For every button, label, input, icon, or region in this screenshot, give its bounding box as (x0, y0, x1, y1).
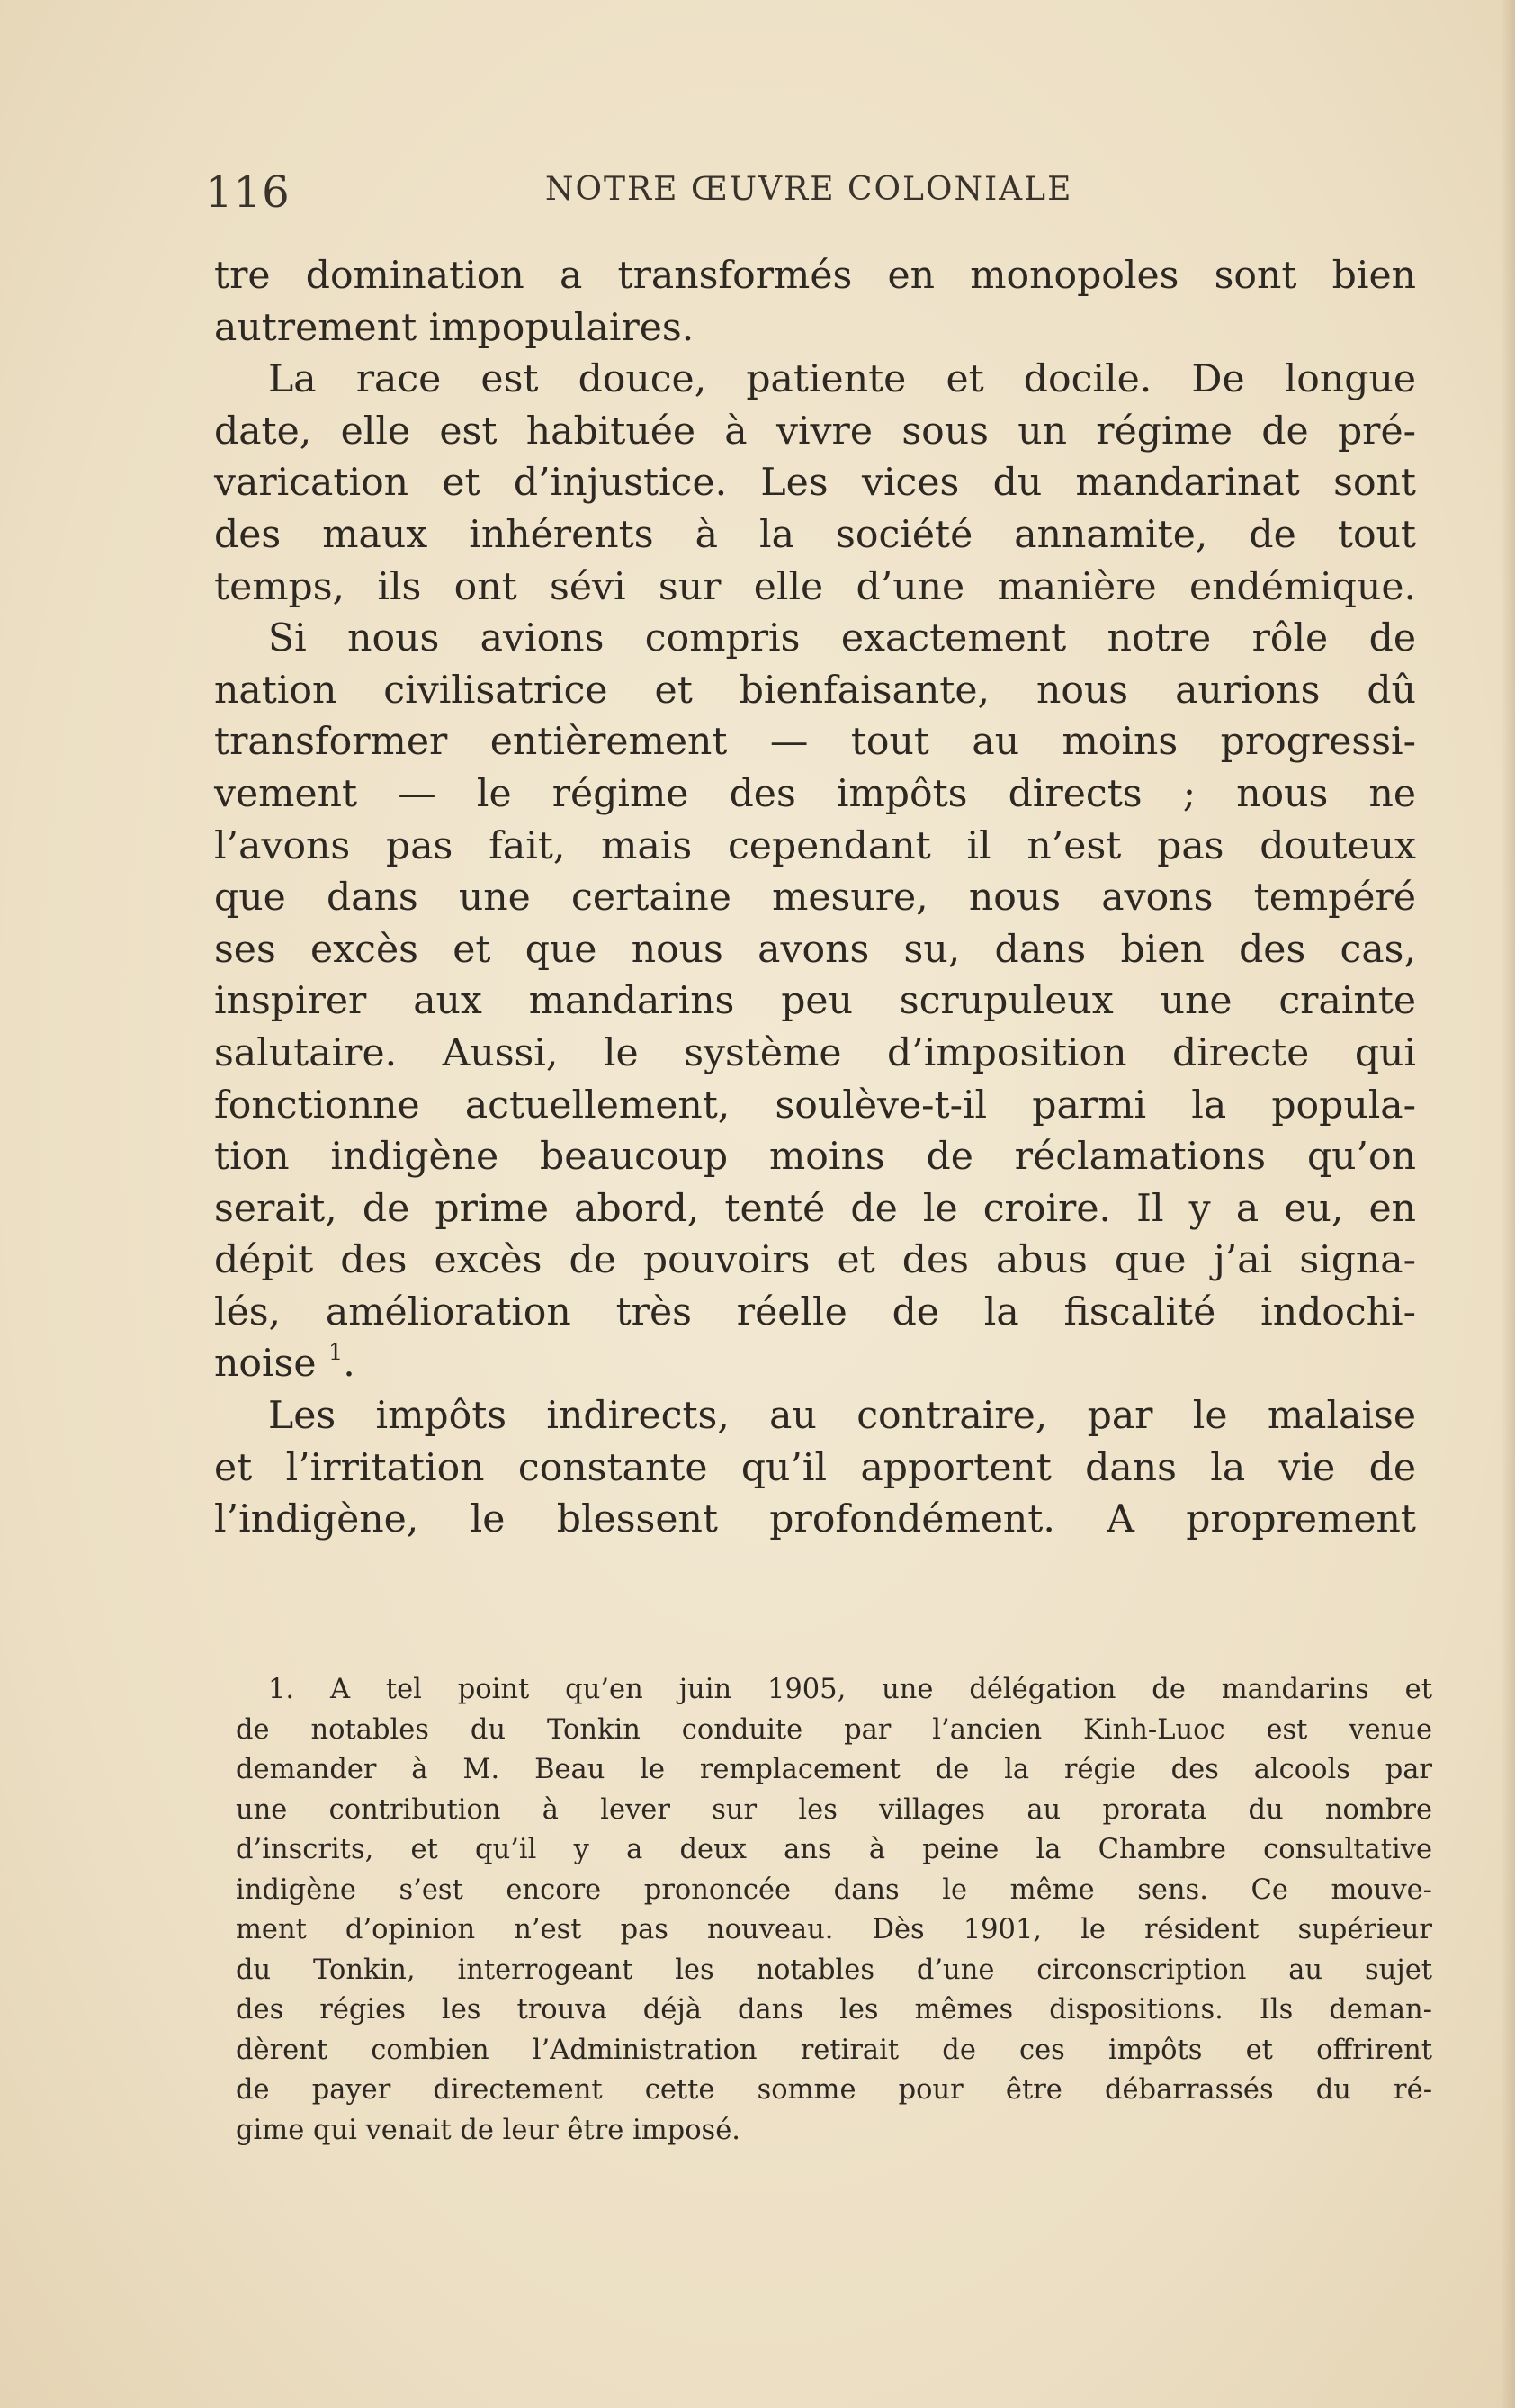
text-line: dépit des excès de pouvoirs et des abus que j’ai signa- (214, 1238, 1416, 1283)
text-line: fonctionne actuellement, soulève-t-il parmi la popula- (214, 1083, 1416, 1128)
text-line: serait, de prime abord, tenté de le croire. Il y a eu, en (214, 1186, 1416, 1231)
running-title: NOTRE ŒUVRE COLONIALE (545, 171, 1073, 208)
text-line: transformer entièrement — tout au moins progressi- (214, 720, 1416, 765)
text-line: tre domination a transformés en monopoles sont bien (214, 254, 1416, 298)
page-edge-shadow (1501, 0, 1515, 2408)
text-line: temps, ils ont sévi sur elle d’une manière endémique. (214, 564, 1416, 609)
text-line: nation civilisatrice et bienfaisante, nous aurions dû (214, 668, 1416, 713)
text-line: l’indigène, le blessent profondément. A proprement (214, 1497, 1416, 1542)
footnote-line: une contribution à lever sur les villages au prorata du nombre (236, 1793, 1432, 1826)
text-line: lés, amélioration très réelle de la fiscalité indochi- (214, 1289, 1416, 1334)
text-line: des maux inhérents à la société annamite, de tout (214, 512, 1416, 557)
text-line: noise (214, 1342, 317, 1387)
footnote-line: d’inscrits, et qu’il y a deux ans à peine la Chambre consultative (236, 1834, 1432, 1865)
footnote-line: des régies les trouva déjà dans les mêmes dispositions. Ils deman- (236, 1994, 1432, 2026)
footnote-line: 1. A tel point qu’en juin 1905, une délégation de mandarins et (268, 1674, 1432, 1705)
text-line: La race est douce, patiente et docile. De longue (268, 357, 1416, 402)
footnote-line: ment d’opinion n’est pas nouveau. Dès 1901, le résident supérieur (236, 1914, 1432, 1945)
text-line: date, elle est habituée à vivre sous un régime de pré- (214, 409, 1416, 454)
footnote-line: dèrent combien l’Administration retirait de ces impôts et offrirent (236, 2034, 1432, 2066)
text-line: varication et d’injustice. Les vices du mandarinat sont (214, 461, 1416, 506)
text-line: Les impôts indirects, au contraire, par le malaise (268, 1394, 1416, 1439)
text-line: autrement impopulaires. (214, 305, 695, 350)
period: . (343, 1342, 355, 1387)
text-line: Si nous avions compris exactement notre rôle de (268, 616, 1416, 661)
footnote-line: demander à M. Beau le remplacement de la régie des alcools par (236, 1754, 1432, 1785)
text-line: que dans une certaine mesure, nous avons tempéré (214, 876, 1416, 921)
running-head (205, 160, 1411, 223)
text-line: l’avons pas fait, mais cependant il n’est pas douteux (214, 823, 1416, 868)
footnote-reference: 1 (328, 1339, 344, 1367)
footnote-line: de payer directement cette somme pour être débarrassés du ré- (236, 2074, 1432, 2106)
text-line: ses excès et que nous avons su, dans bien des cas, (214, 927, 1416, 972)
body-text (214, 250, 1416, 1546)
footnotes (236, 1670, 1432, 2151)
text-line: tion indigène beaucoup moins de réclamations qu’on (214, 1135, 1416, 1180)
text-line: et l’irritation constante qu’il apportent dans la vie de (214, 1445, 1416, 1490)
text-line: vement — le régime des impôts directs ; nous ne (214, 771, 1416, 816)
footnote-line: gime qui venait de leur être imposé. (236, 2114, 740, 2146)
page-number: 116 (205, 167, 291, 218)
footnote-line: du Tonkin, interrogeant les notables d’une circonscription au sujet (236, 1954, 1432, 1986)
text-line: salutaire. Aussi, le système d’imposition directe qui (214, 1030, 1416, 1075)
footnote-line: indigène s’est encore prononcée dans le même sens. Ce mouve- (236, 1873, 1432, 1906)
footnote-line: de notables du Tonkin conduite par l’ancien Kinh-Luoc est venue (236, 1713, 1432, 1746)
text-line-with-footnote-ref (214, 1338, 1416, 1390)
text-line: inspirer aux mandarins peu scrupuleux une crainte (214, 979, 1416, 1024)
